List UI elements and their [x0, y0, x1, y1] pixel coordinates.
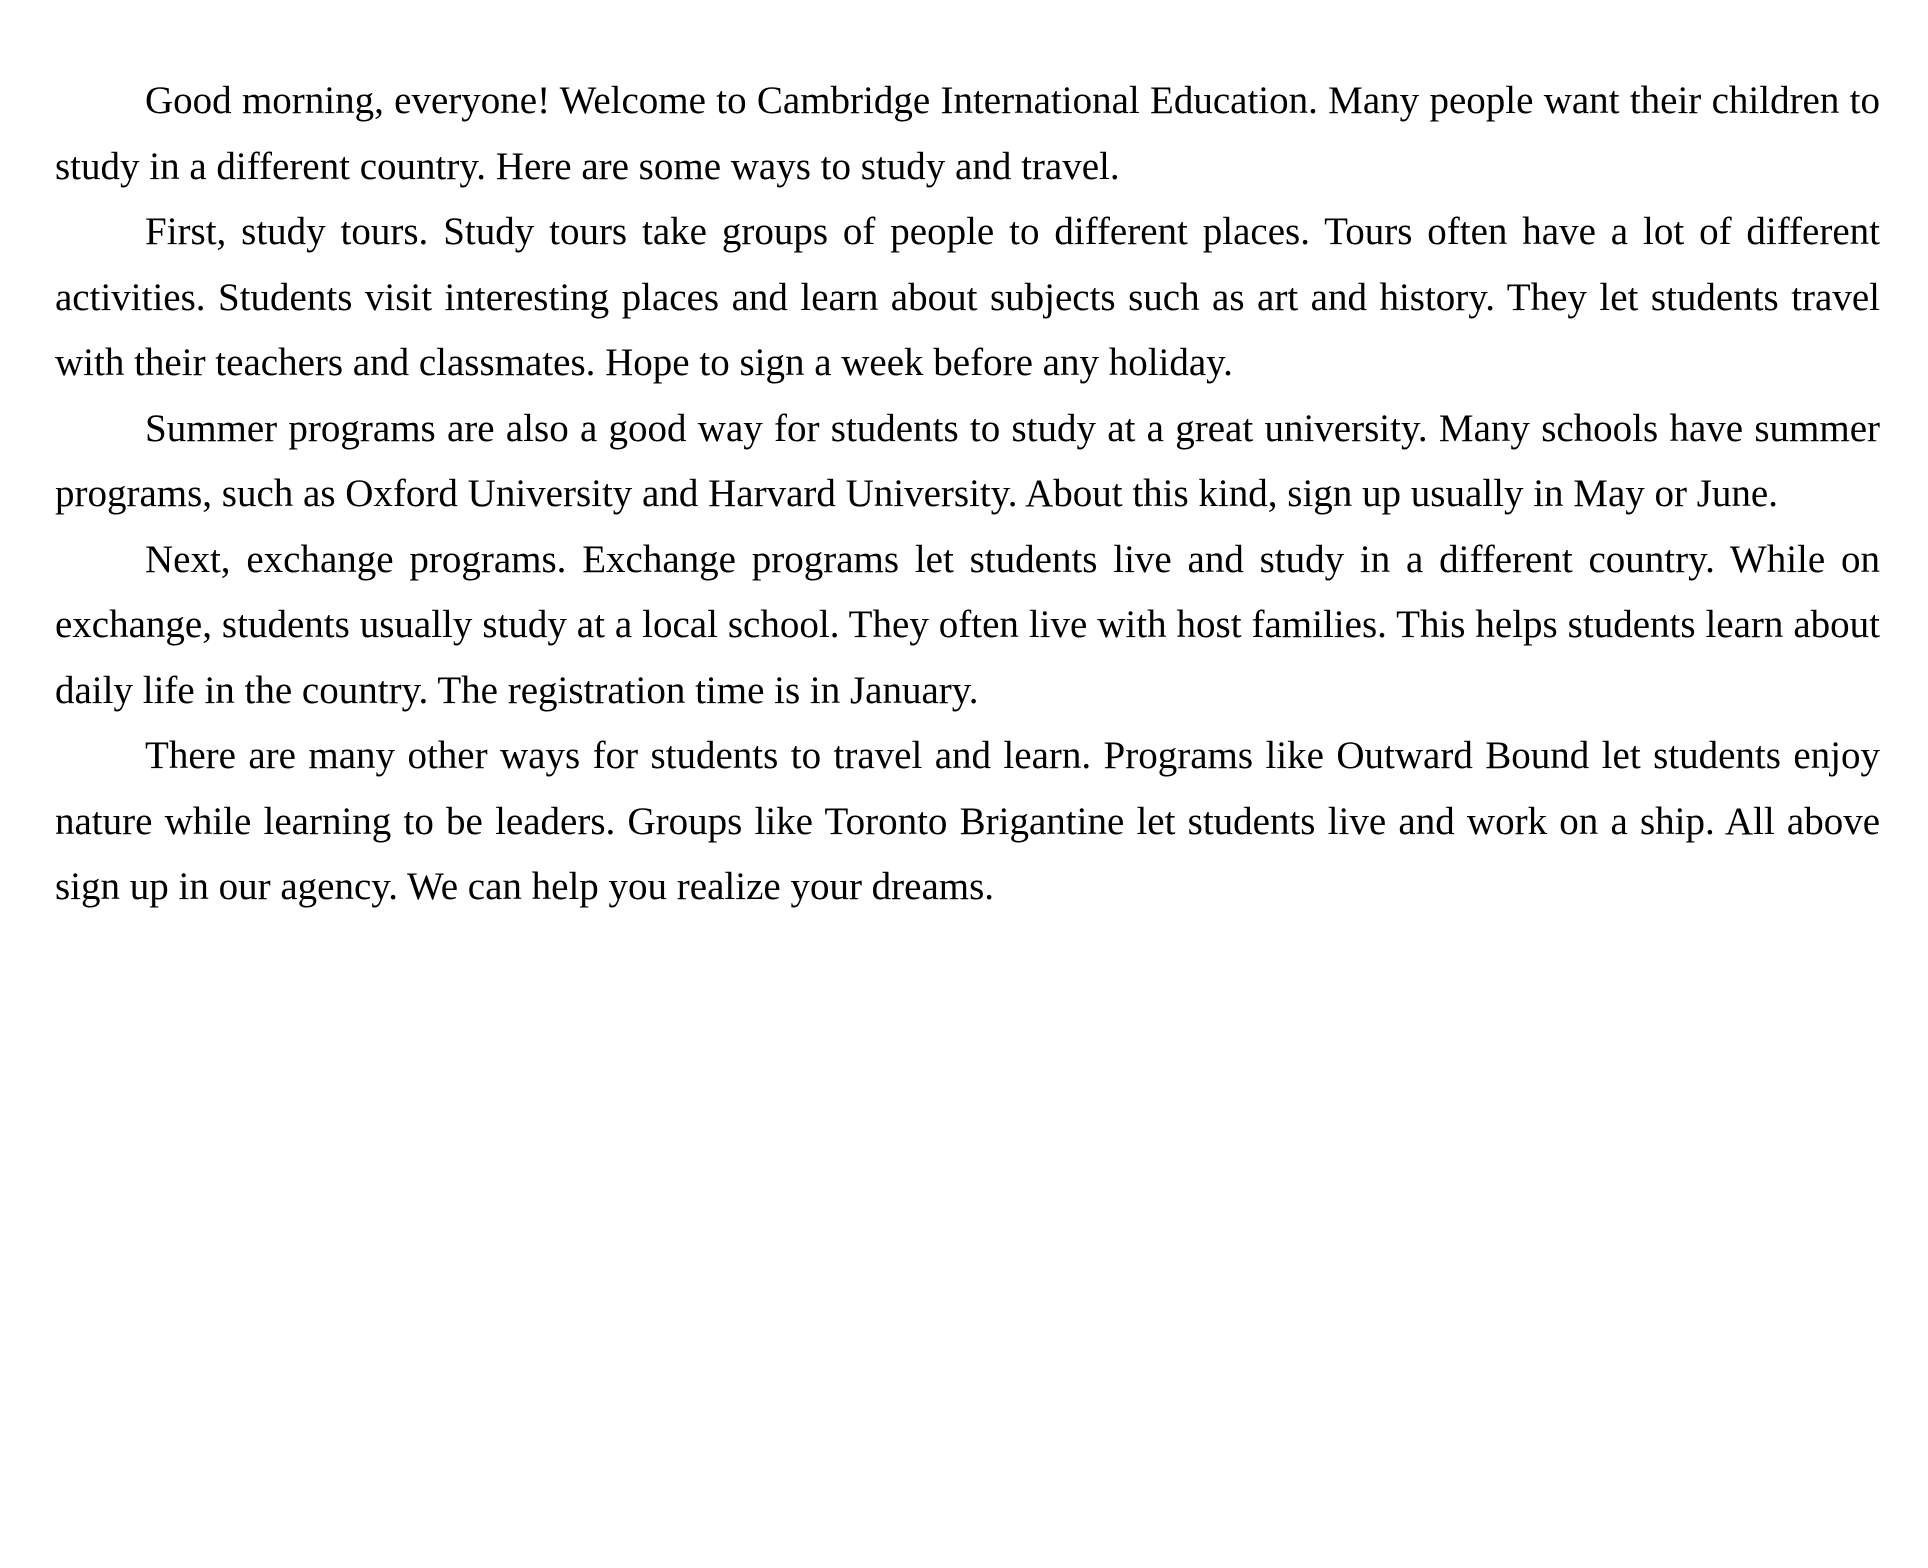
paragraph-summer-programs: Summer programs are also a good way for students to study at a great university. Many schools have summer programs, such as Oxford University and Harvard University. About this kind, sign up usually in May or June.: [55, 406, 1880, 515]
document-page: [55, 68, 1880, 920]
paragraph-exchange-programs: Next, exchange programs. Exchange programs let students live and study in a different country. While on exchange, students usually study at a local school. They often live with host families. This helps students learn about daily life in the country. The registration time is in January.: [55, 537, 1880, 712]
paragraph-other-ways: There are many other ways for students to travel and learn. Programs like Outward Bound let students enjoy nature while learning to be leaders. Groups like Toronto Brigantine let students live and work on a ship. All above sign up in our agency. We can help you realize your dreams.: [55, 734, 1880, 908]
paragraph-study-tours: First, study tours. Study tours take groups of people to different places. Tours often have a lot of different activities. Students visit interesting places and learn about subjects such as art and history. They let students travel with their teachers and classmates. Hope to sign a week before any holiday.: [55, 210, 1880, 384]
paragraph-intro: Good morning, everyone! Welcome to Cambridge International Education. Many people want their children to study in a different country. Here are some ways to study and travel.: [55, 79, 1880, 188]
